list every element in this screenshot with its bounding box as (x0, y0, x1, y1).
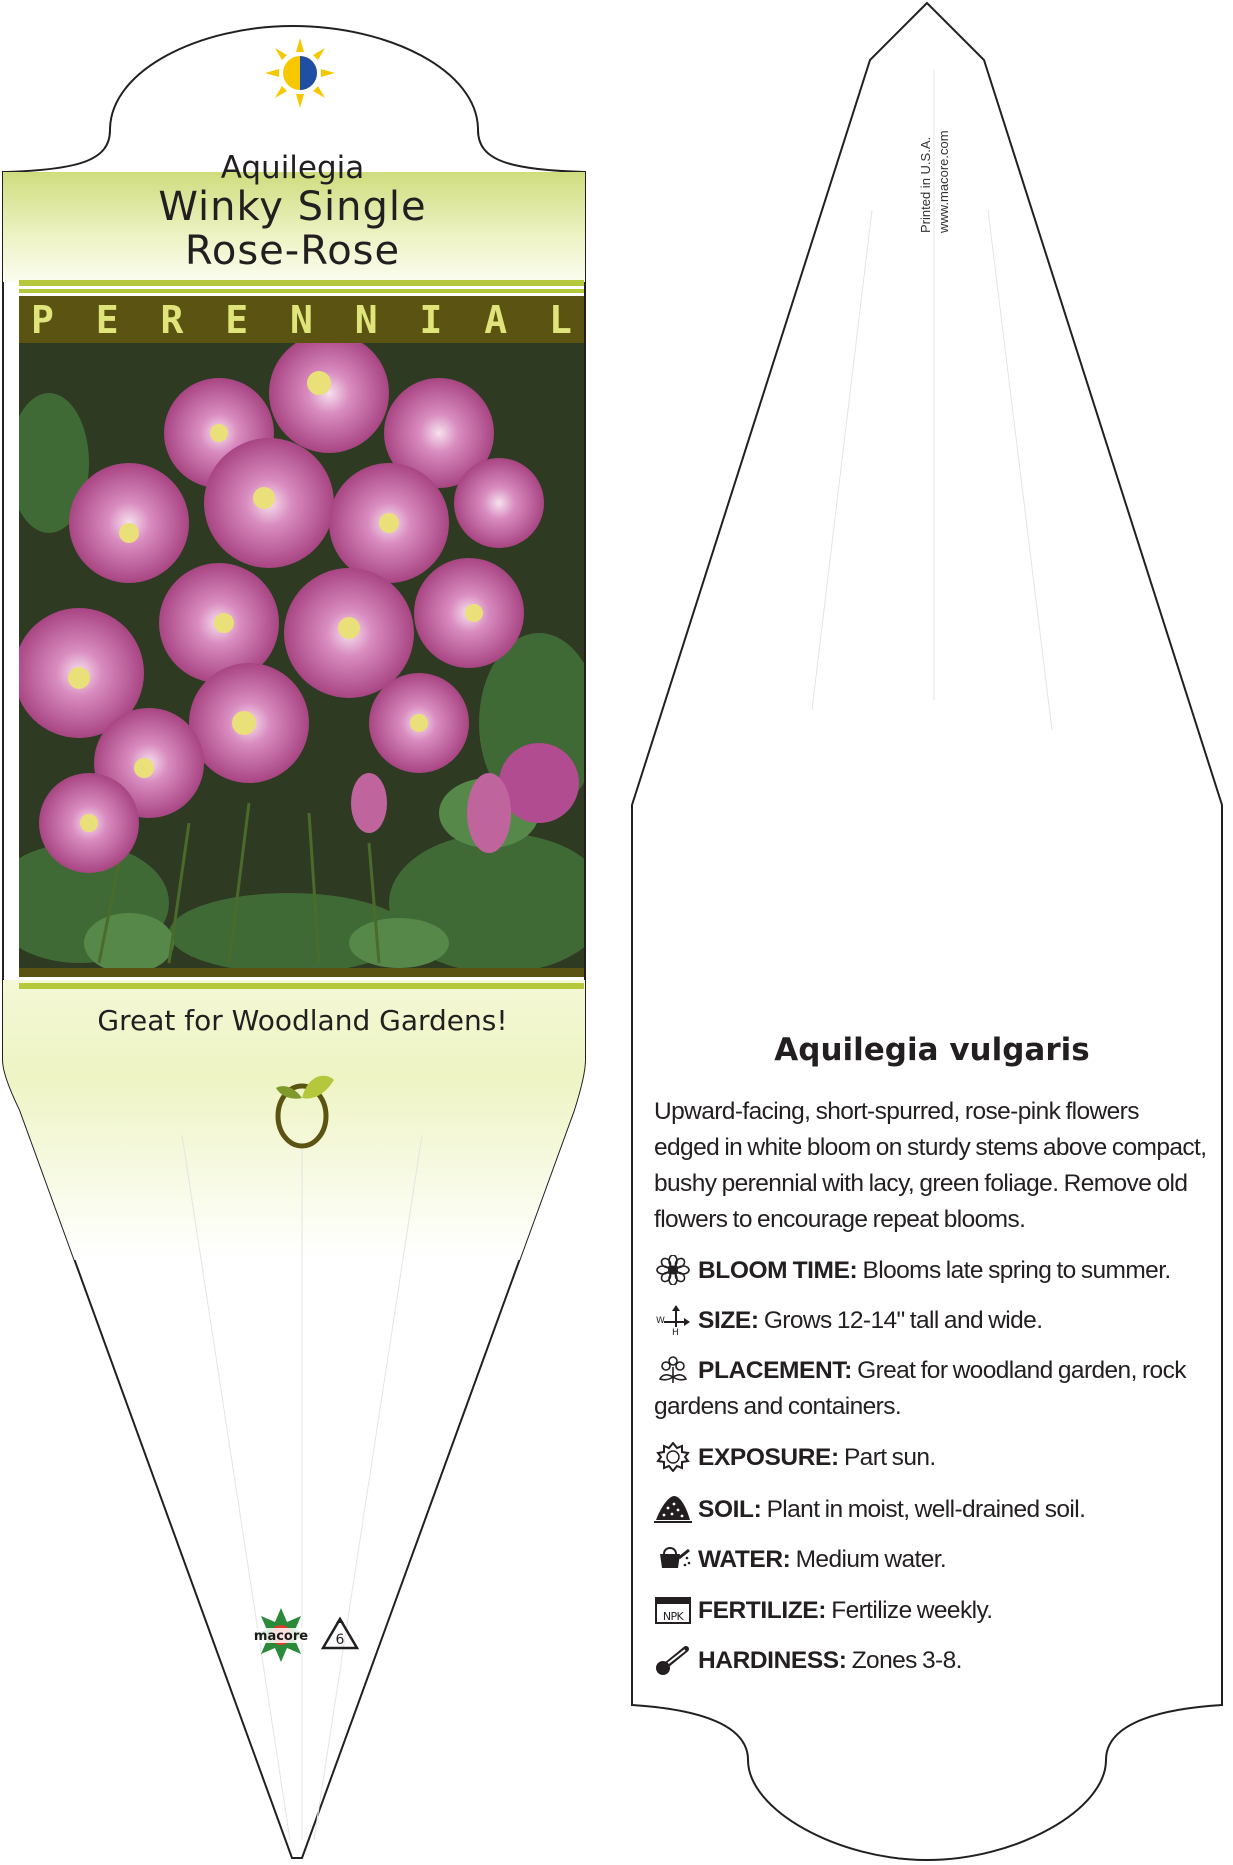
brand-name: macore (253, 1629, 309, 1644)
care-label: PLACEMENT: (698, 1357, 852, 1384)
care-text: Fertilize weekly. (831, 1597, 993, 1624)
band-letter: E (95, 297, 119, 342)
care-size (654, 1303, 1214, 1339)
care-text: Grows 12-14" tall and wide. (763, 1307, 1043, 1334)
plant-genus: Aquilegia (220, 150, 365, 186)
cultivar-name-line2: Rose-Rose (184, 228, 401, 274)
recycle-number: 6 (335, 1632, 345, 1648)
pink-columbine-flowers-photo (19, 343, 584, 968)
size-arrows-icon (654, 1305, 692, 1335)
care-text: Great for woodland garden, rock gardens and containers. (654, 1357, 1186, 1420)
band-letter: A (484, 297, 508, 342)
seedling-icon (268, 1068, 336, 1150)
care-label: SOIL: (698, 1496, 762, 1523)
printed-info (918, 85, 951, 245)
band-letter: L (549, 297, 572, 342)
band-letter: P (31, 297, 54, 342)
svg-text:NPK: NPK (662, 1610, 684, 1623)
care-bloom-time (654, 1253, 1214, 1289)
sun-half-shade-icon (265, 38, 335, 108)
care-water (654, 1542, 1214, 1578)
band-letter: I (419, 297, 443, 342)
thermometer-icon (654, 1645, 692, 1675)
svg-text:W: W (656, 1316, 665, 1326)
back-tag-outline (632, 3, 1222, 1860)
care-text: Medium water. (795, 1546, 947, 1573)
band-letter: N (290, 297, 313, 342)
care-label: EXPOSURE: (698, 1444, 839, 1471)
plant-description: Upward-facing, short-spurred, rose-pink flowers edged in white bloom on sturdy stems above compact, bushy perennial with lacy, green foliage. Remove old flowers to encourage repeat blooms. (654, 1098, 1207, 1233)
care-label: WATER: (698, 1546, 791, 1573)
care-text: Blooms late spring to summer. (862, 1257, 1171, 1284)
cultivar-name-line1: Winky Single (158, 184, 427, 230)
watering-can-icon (654, 1544, 692, 1574)
care-text: Zones 3-8. (851, 1647, 962, 1674)
care-fertilize (654, 1593, 1214, 1629)
flower-icon (654, 1255, 692, 1285)
soil-pile-icon (654, 1494, 692, 1524)
care-label: FERTILIZE: (698, 1597, 827, 1624)
care-text: Plant in moist, well-drained soil. (766, 1496, 1086, 1523)
band-letter: N (354, 297, 378, 342)
care-exposure (654, 1440, 1214, 1476)
printed-in-usa: Printed in U.S.A. (918, 136, 933, 233)
care-label: BLOOM TIME: (698, 1257, 858, 1284)
plant-placement-icon (654, 1355, 692, 1385)
npk-fertilizer-icon (654, 1595, 692, 1625)
website: www.macore.com (936, 130, 951, 233)
care-label: SIZE: (698, 1307, 759, 1334)
macore-logo (246, 1606, 316, 1666)
recycle-6-icon (320, 1616, 360, 1652)
care-placement (654, 1353, 1214, 1425)
band-letter: R (160, 297, 184, 342)
sun-outline-icon (654, 1442, 692, 1472)
care-label: HARDINESS: (698, 1647, 847, 1674)
care-hardiness (654, 1643, 1214, 1679)
perennial-band (19, 296, 584, 343)
band-letter: E (225, 297, 249, 342)
care-text: Part sun. (843, 1444, 936, 1471)
tagline: Great for Woodland Gardens! (97, 1004, 508, 1037)
care-soil (654, 1492, 1214, 1528)
species-name: Aquilegia vulgaris (774, 1032, 1090, 1068)
svg-text:H: H (672, 1328, 679, 1335)
